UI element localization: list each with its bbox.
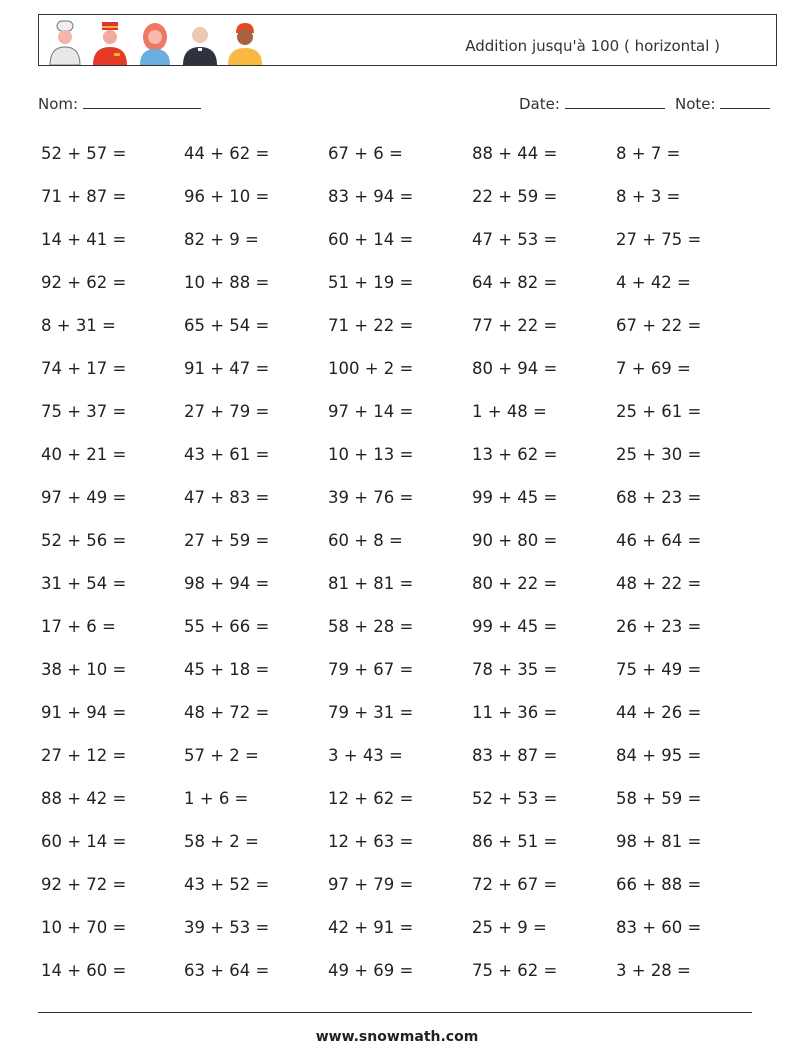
addition-problem: 49 + 69 = bbox=[328, 961, 414, 980]
addition-problem: 74 + 17 = bbox=[41, 359, 127, 378]
addition-problem: 12 + 63 = bbox=[328, 832, 414, 851]
addition-problem: 43 + 61 = bbox=[184, 445, 270, 464]
addition-problem: 3 + 28 = bbox=[616, 961, 691, 980]
addition-problem: 39 + 53 = bbox=[184, 918, 270, 937]
addition-problem: 63 + 64 = bbox=[184, 961, 270, 980]
worksheet-header bbox=[38, 14, 777, 66]
addition-problem: 79 + 67 = bbox=[328, 660, 414, 679]
addition-problem: 3 + 43 = bbox=[328, 746, 403, 765]
addition-problem: 48 + 72 = bbox=[184, 703, 270, 722]
addition-problem: 92 + 62 = bbox=[41, 273, 127, 292]
addition-problem: 17 + 6 = bbox=[41, 617, 116, 636]
addition-problem: 96 + 10 = bbox=[184, 187, 270, 206]
addition-problem: 7 + 69 = bbox=[616, 359, 691, 378]
priest-avatar-icon bbox=[180, 19, 220, 65]
addition-problem: 14 + 41 = bbox=[41, 230, 127, 249]
addition-problem: 4 + 42 = bbox=[616, 273, 691, 292]
addition-problem: 10 + 13 = bbox=[328, 445, 414, 464]
addition-problem: 58 + 2 = bbox=[184, 832, 259, 851]
addition-problem: 75 + 37 = bbox=[41, 402, 127, 421]
addition-problem: 75 + 62 = bbox=[472, 961, 558, 980]
addition-problem: 67 + 6 = bbox=[328, 144, 403, 163]
addition-problem: 40 + 21 = bbox=[41, 445, 127, 464]
addition-problem: 46 + 64 = bbox=[616, 531, 702, 550]
addition-problem: 98 + 94 = bbox=[184, 574, 270, 593]
addition-problem: 82 + 9 = bbox=[184, 230, 259, 249]
addition-problem: 14 + 60 = bbox=[41, 961, 127, 980]
addition-problem: 25 + 9 = bbox=[472, 918, 547, 937]
addition-problem: 27 + 79 = bbox=[184, 402, 270, 421]
addition-problem: 60 + 14 = bbox=[41, 832, 127, 851]
addition-problem: 67 + 22 = bbox=[616, 316, 702, 335]
addition-problem: 44 + 62 = bbox=[184, 144, 270, 163]
addition-problem: 80 + 22 = bbox=[472, 574, 558, 593]
note-label: Note: bbox=[675, 95, 716, 113]
addition-problem: 83 + 87 = bbox=[472, 746, 558, 765]
addition-problem: 48 + 22 = bbox=[616, 574, 702, 593]
addition-problem: 79 + 31 = bbox=[328, 703, 414, 722]
footer-divider bbox=[38, 1012, 752, 1013]
date-label: Date: bbox=[519, 95, 560, 113]
businesswoman-avatar-icon bbox=[135, 19, 175, 65]
addition-problem: 13 + 62 = bbox=[472, 445, 558, 464]
addition-problem: 90 + 80 = bbox=[472, 531, 558, 550]
addition-problem: 52 + 53 = bbox=[472, 789, 558, 808]
addition-problem: 52 + 57 = bbox=[41, 144, 127, 163]
bellhop-avatar-icon bbox=[90, 19, 130, 65]
addition-problem: 1 + 48 = bbox=[472, 402, 547, 421]
addition-problem: 66 + 88 = bbox=[616, 875, 702, 894]
addition-problem: 27 + 59 = bbox=[184, 531, 270, 550]
addition-problem: 72 + 67 = bbox=[472, 875, 558, 894]
worker-avatar-icon bbox=[225, 19, 265, 65]
worksheet-title: Addition jusqu'à 100 ( horizontal ) bbox=[465, 37, 720, 55]
addition-problem: 97 + 79 = bbox=[328, 875, 414, 894]
note-blank[interactable] bbox=[720, 94, 770, 109]
addition-problem: 81 + 81 = bbox=[328, 574, 414, 593]
name-blank[interactable] bbox=[83, 94, 201, 109]
addition-problem: 22 + 59 = bbox=[472, 187, 558, 206]
addition-problem: 99 + 45 = bbox=[472, 617, 558, 636]
addition-problem: 11 + 36 = bbox=[472, 703, 558, 722]
addition-problem: 98 + 81 = bbox=[616, 832, 702, 851]
addition-problem: 88 + 44 = bbox=[472, 144, 558, 163]
addition-problem: 100 + 2 = bbox=[328, 359, 414, 378]
addition-problem: 31 + 54 = bbox=[41, 574, 127, 593]
addition-problem: 78 + 35 = bbox=[472, 660, 558, 679]
addition-problem: 12 + 62 = bbox=[328, 789, 414, 808]
addition-problem: 47 + 83 = bbox=[184, 488, 270, 507]
addition-problem: 92 + 72 = bbox=[41, 875, 127, 894]
addition-problem: 88 + 42 = bbox=[41, 789, 127, 808]
addition-problem: 38 + 10 = bbox=[41, 660, 127, 679]
addition-problem: 71 + 22 = bbox=[328, 316, 414, 335]
addition-problem: 39 + 76 = bbox=[328, 488, 414, 507]
addition-problem: 44 + 26 = bbox=[616, 703, 702, 722]
addition-problem: 65 + 54 = bbox=[184, 316, 270, 335]
addition-problem: 51 + 19 = bbox=[328, 273, 414, 292]
addition-problem: 26 + 23 = bbox=[616, 617, 702, 636]
addition-problem: 25 + 61 = bbox=[616, 402, 702, 421]
addition-problem: 60 + 8 = bbox=[328, 531, 403, 550]
addition-problem: 75 + 49 = bbox=[616, 660, 702, 679]
addition-problem: 47 + 53 = bbox=[472, 230, 558, 249]
addition-problem: 10 + 88 = bbox=[184, 273, 270, 292]
name-field[interactable] bbox=[38, 94, 201, 113]
addition-problem: 45 + 18 = bbox=[184, 660, 270, 679]
addition-problem: 27 + 75 = bbox=[616, 230, 702, 249]
addition-problem: 77 + 22 = bbox=[472, 316, 558, 335]
addition-problem: 60 + 14 = bbox=[328, 230, 414, 249]
addition-problem: 57 + 2 = bbox=[184, 746, 259, 765]
addition-problem: 91 + 47 = bbox=[184, 359, 270, 378]
addition-problem: 68 + 23 = bbox=[616, 488, 702, 507]
addition-problem: 99 + 45 = bbox=[472, 488, 558, 507]
footer-url: www.snowmath.com bbox=[315, 1029, 479, 1045]
addition-problem: 10 + 70 = bbox=[41, 918, 127, 937]
addition-problem: 27 + 12 = bbox=[41, 746, 127, 765]
addition-problem: 8 + 31 = bbox=[41, 316, 116, 335]
addition-problem: 71 + 87 = bbox=[41, 187, 127, 206]
addition-problem: 86 + 51 = bbox=[472, 832, 558, 851]
addition-problem: 97 + 14 = bbox=[328, 402, 414, 421]
addition-problem: 80 + 94 = bbox=[472, 359, 558, 378]
addition-problem: 83 + 94 = bbox=[328, 187, 414, 206]
addition-problem: 83 + 60 = bbox=[616, 918, 702, 937]
avatar-row bbox=[45, 19, 265, 65]
addition-problem: 58 + 59 = bbox=[616, 789, 702, 808]
addition-problem: 52 + 56 = bbox=[41, 531, 127, 550]
addition-problem: 84 + 95 = bbox=[616, 746, 702, 765]
addition-problem: 97 + 49 = bbox=[41, 488, 127, 507]
date-blank[interactable] bbox=[565, 94, 665, 109]
addition-problem: 25 + 30 = bbox=[616, 445, 702, 464]
addition-problem: 91 + 94 = bbox=[41, 703, 127, 722]
date-field[interactable] bbox=[519, 94, 665, 113]
addition-problem: 43 + 52 = bbox=[184, 875, 270, 894]
chef-avatar-icon bbox=[45, 19, 85, 65]
addition-problem: 8 + 7 = bbox=[616, 144, 681, 163]
addition-problem: 58 + 28 = bbox=[328, 617, 414, 636]
addition-problem: 42 + 91 = bbox=[328, 918, 414, 937]
addition-problem: 1 + 6 = bbox=[184, 789, 249, 808]
addition-problem: 64 + 82 = bbox=[472, 273, 558, 292]
name-label: Nom: bbox=[38, 95, 79, 113]
note-field[interactable] bbox=[675, 94, 770, 113]
addition-problem: 8 + 3 = bbox=[616, 187, 681, 206]
addition-problem: 55 + 66 = bbox=[184, 617, 270, 636]
